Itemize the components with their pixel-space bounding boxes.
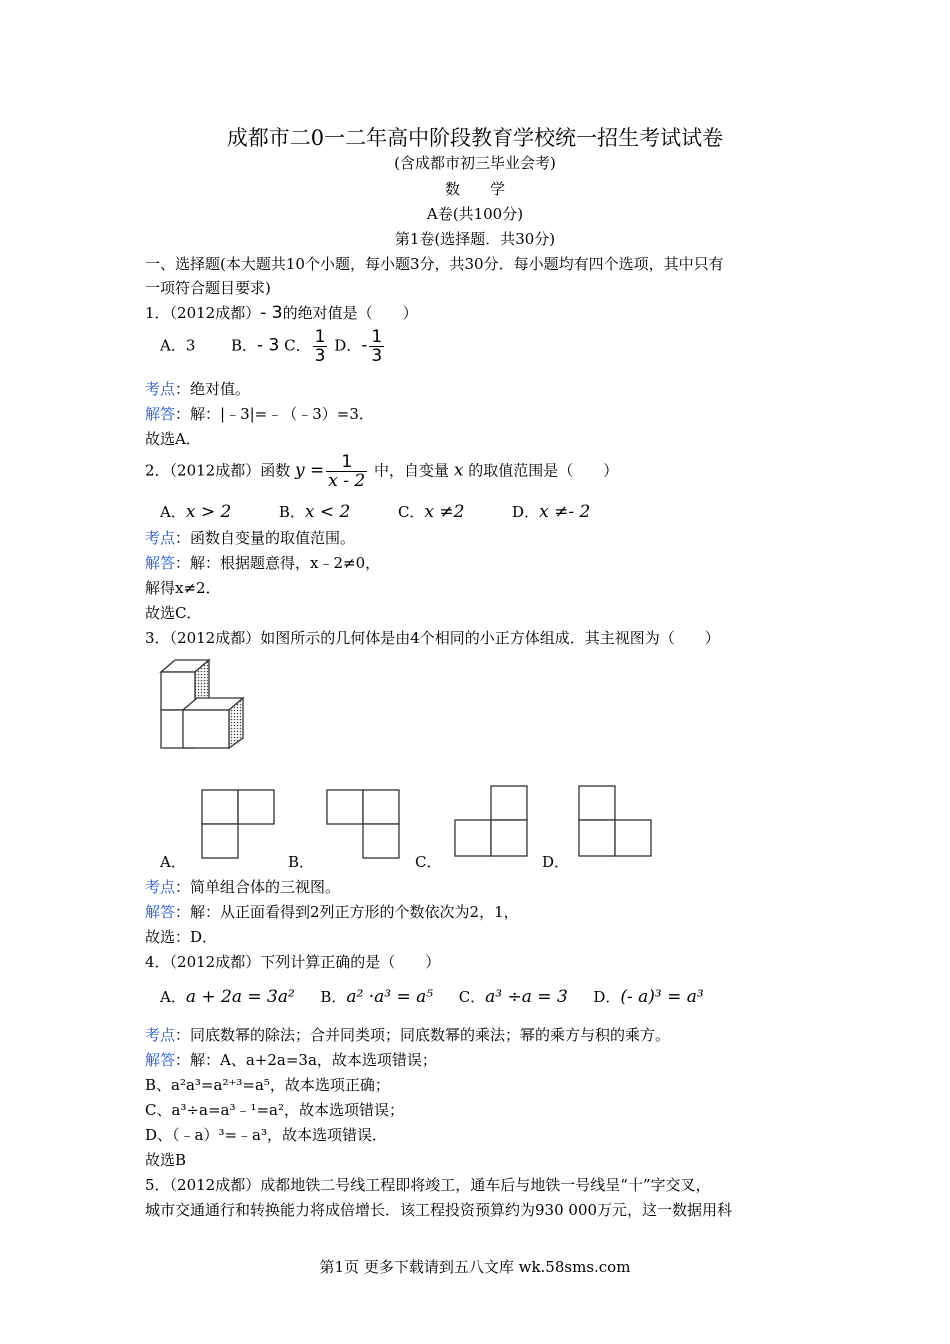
q3-jieda xyxy=(145,901,519,922)
q1-stem-suffix: 的绝对值是（ ） xyxy=(282,304,418,322)
q1-option-c-fraction xyxy=(313,328,328,365)
volume-heading: A卷(共100分) xyxy=(426,205,524,223)
q1-option-d-den: 3 xyxy=(371,346,383,366)
q4-option-c-label: C． xyxy=(458,988,486,1006)
q3-option-d-figure xyxy=(577,784,655,858)
q1-stem-math: - 3 xyxy=(260,303,283,323)
q1-option-d-label: D． xyxy=(334,336,362,355)
q2-option-d: x ≠- 2 xyxy=(539,502,591,522)
jieda-label: 解答 xyxy=(145,554,176,572)
part-heading: 第1卷(选择题．共30分) xyxy=(394,230,556,248)
q2-stem xyxy=(145,453,618,490)
q4-line-c: C、a³÷a=a³﹣¹=a²，故本选项错误； xyxy=(145,1101,405,1119)
q4-stem: 4．（2012成都）下列计算正确的是（ ） xyxy=(145,953,441,971)
q4-jieda-text: ：解：A、a+2a=3a，故本选项错误； xyxy=(175,1051,437,1069)
q3-option-a-label: A． xyxy=(160,853,186,871)
q2-func-den: x - 2 xyxy=(328,471,366,491)
q3-option-c-label: C． xyxy=(415,853,442,871)
q3-kaodian xyxy=(145,876,340,897)
q4-line-b: B、a²a³=a²⁺³=a⁵，故本选项正确； xyxy=(145,1076,390,1094)
q2-option-c-label: C． xyxy=(397,503,425,521)
q4-option-a: a + 2a = 3a² xyxy=(185,987,295,1007)
q4-option-c: a³ ÷a = 3 xyxy=(485,987,568,1007)
q1-option-c-label: C． xyxy=(284,336,311,355)
q3-jieda-text: ：解：从正面看得到2列正方形的个数依次为2，1， xyxy=(175,903,519,921)
q2-func-num: 1 xyxy=(326,453,367,472)
q1-jieda xyxy=(145,403,374,424)
q3-stem: 3．（2012成都）如图所示的几何体是由4个相同的小正方体组成．其主视图为（ ） xyxy=(145,629,720,647)
q2-var-x: x xyxy=(453,460,464,481)
q5-line2: 城市交通通行和转换能力将成倍增长．该工程投资预算约为930 000万元，这一数据用科 xyxy=(145,1201,733,1219)
q3-option-d-label: D． xyxy=(542,853,570,871)
q4-option-a-label: A． xyxy=(160,988,186,1006)
q1-kaodian-text: ：绝对值。 xyxy=(175,380,251,398)
q1-option-d-num: 1 xyxy=(371,327,383,347)
q4-jieda xyxy=(145,1049,437,1070)
q3-kaodian-text: ：简单组合体的三视图。 xyxy=(175,878,341,896)
q4-option-d: (- a)³ = a³ xyxy=(620,987,704,1007)
page-footer: 第1页 更多下载请到五八文库 wk.58sms.com xyxy=(319,1258,631,1276)
q1-options xyxy=(160,328,386,365)
q3-option-a-figure xyxy=(200,788,278,860)
q2-option-b: x < 2 xyxy=(304,502,351,522)
q2-stem-mid: 中，自变量 xyxy=(374,461,450,480)
q2-option-a-label: A． xyxy=(160,503,186,521)
q2-func-fraction xyxy=(326,453,367,490)
q2-option-b-label: B． xyxy=(278,503,305,521)
q2-jieda-text: ：解：根据题意得，x﹣2≠0， xyxy=(175,554,381,572)
q1-option-a: A．3 xyxy=(160,336,196,355)
q4-line-d: D、（﹣a）³=﹣a³，故本选项错误． xyxy=(145,1126,388,1144)
jieda-label: 解答 xyxy=(145,405,176,423)
kaodian-label: 考点 xyxy=(145,529,176,547)
q1-option-b: - 3 xyxy=(256,335,280,356)
q2-options xyxy=(160,501,590,522)
q3-option-b-figure xyxy=(325,788,403,860)
q1-option-d-sign: - xyxy=(361,335,368,356)
q4-option-b: a² ·a³ = a⁵ xyxy=(346,987,434,1007)
q1-option-c-den: 3 xyxy=(314,346,326,366)
jieda-label: 解答 xyxy=(145,1051,176,1069)
kaodian-label: 考点 xyxy=(145,878,176,896)
q2-option-a: x > 2 xyxy=(185,502,232,522)
q2-stem-suffix: 的取值范围是（ ） xyxy=(468,461,619,480)
q1-answer: 故选A． xyxy=(145,430,201,448)
q2-func-y: y = xyxy=(295,460,325,481)
q4-option-d-label: D． xyxy=(593,988,621,1006)
page-title: 成都市二0一二年高中阶段教育学校统一招生考试试卷 xyxy=(226,126,724,150)
q4-options xyxy=(160,986,704,1007)
q3-option-b-label: B． xyxy=(288,853,315,871)
q1-jieda-text: ：解：|﹣3|=﹣（﹣3）=3． xyxy=(175,405,374,423)
q4-answer: 故选B xyxy=(145,1151,187,1169)
q4-kaodian-text: ：同底数幂的除法；合并同类项；同底数幂的乘法；幂的乘方与积的乘方。 xyxy=(175,1026,671,1044)
subject-heading: 数 学 xyxy=(444,180,505,198)
kaodian-label: 考点 xyxy=(145,1026,176,1044)
q5-line1: 5．（2012成都）成都地铁二号线工程即将竣工，通车后与地铁一号线呈“十”字交叉， xyxy=(145,1176,711,1194)
q1-kaodian xyxy=(145,378,250,399)
q2-kaodian xyxy=(145,527,355,548)
q1-option-b-label: B． xyxy=(230,336,257,355)
kaodian-label: 考点 xyxy=(145,380,176,398)
q3-option-c-figure xyxy=(453,784,531,858)
q4-option-b-label: B． xyxy=(320,988,347,1006)
page-subtitle: (含成都市初三毕业会考) xyxy=(394,154,556,172)
q1-stem-prefix: 1．（2012成都） xyxy=(145,304,261,322)
q1-option-c-num: 1 xyxy=(314,327,326,347)
q2-solution-line2: 解得x≠2． xyxy=(145,579,221,597)
q3-answer: 故选：D． xyxy=(145,928,218,946)
q1-stem xyxy=(145,302,418,323)
q2-option-c: x ≠2 xyxy=(424,502,465,522)
q2-jieda xyxy=(145,552,380,573)
q2-kaodian-text: ：函数自变量的取值范围。 xyxy=(175,529,356,547)
q2-answer: 故选C． xyxy=(145,604,202,622)
jieda-label: 解答 xyxy=(145,903,176,921)
q4-kaodian xyxy=(145,1024,670,1045)
section1-line2: 一项符合题目要求) xyxy=(145,279,271,297)
q3-solid-figure xyxy=(155,658,247,752)
section1-line1: 一、选择题(本大题共10个小题，每小题3分，共30分．每小题均有四个选项，其中只有 xyxy=(145,255,724,273)
q2-stem-prefix: 2．（2012成都）函数 xyxy=(145,461,291,480)
q1-option-d-fraction xyxy=(369,328,384,365)
q2-option-d-label: D． xyxy=(512,503,540,521)
